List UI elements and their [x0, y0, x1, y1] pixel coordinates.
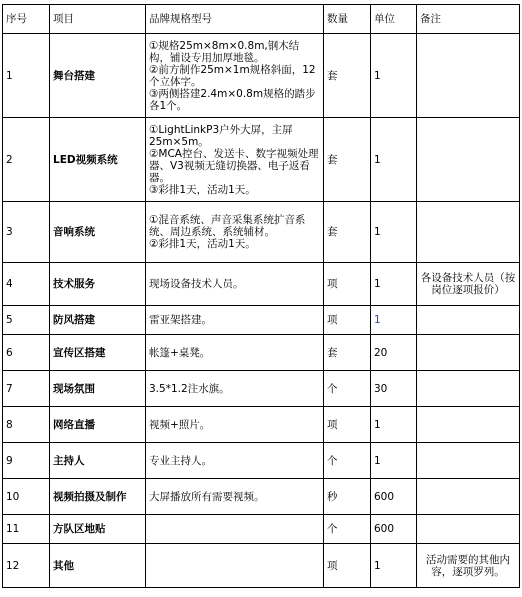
spec-line: 帐篷+桌凳。 — [149, 346, 211, 359]
cell-qty: 套 — [324, 118, 371, 202]
cell-project: 宣传区搭建 — [50, 335, 146, 371]
cell-qty: 秒 — [324, 479, 371, 515]
cell-qty: 个 — [324, 443, 371, 479]
table-row — [3, 515, 520, 544]
header-qty: 数量 — [324, 5, 371, 34]
table-row — [3, 306, 520, 335]
cell-unit: 1 — [371, 306, 417, 335]
cell-seq: 8 — [3, 407, 50, 443]
cell-seq: 12 — [3, 544, 50, 588]
cell-seq: 10 — [3, 479, 50, 515]
cell-project: 视频拍摄及制作 — [50, 479, 146, 515]
cell-unit: 1 — [371, 34, 417, 118]
cell-note — [417, 306, 520, 335]
cell-project: 主持人 — [50, 443, 146, 479]
spec-line: ①LightLinkP3户外大屏，主屏25m×5m。 — [149, 123, 293, 148]
spec-line: ②前方制作25m×1m规格斜面，12个立体字。 — [149, 63, 316, 88]
table-row — [3, 544, 520, 588]
cell-qty: 套 — [324, 202, 371, 263]
cell-note: 活动需要的其他内容，逐项罗列。 — [417, 544, 520, 588]
cell-unit: 1 — [371, 202, 417, 263]
table-row — [3, 443, 520, 479]
cell-spec — [146, 335, 324, 371]
cell-unit: 1 — [371, 263, 417, 306]
cell-note — [417, 118, 520, 202]
cell-note — [417, 515, 520, 544]
cell-project: 音响系统 — [50, 202, 146, 263]
cell-seq: 2 — [3, 118, 50, 202]
cell-qty: 项 — [324, 407, 371, 443]
table-body — [3, 34, 520, 588]
spec-line: 专业主持人。 — [149, 454, 212, 467]
cell-project: 其他 — [50, 544, 146, 588]
cell-unit: 1 — [371, 544, 417, 588]
cell-note — [417, 479, 520, 515]
cell-qty: 个 — [324, 371, 371, 407]
cell-qty: 套 — [324, 335, 371, 371]
table-row — [3, 479, 520, 515]
cell-spec — [146, 263, 324, 306]
cell-seq: 5 — [3, 306, 50, 335]
cell-note — [417, 34, 520, 118]
table-row — [3, 118, 520, 202]
header-note: 备注 — [417, 5, 520, 34]
cell-project: 网络直播 — [50, 407, 146, 443]
cell-unit: 600 — [371, 515, 417, 544]
spec-line: ②彩排1天，活动1天。 — [149, 238, 256, 250]
spec-line: ③彩排1天，活动1天。 — [149, 183, 256, 196]
cell-qty: 项 — [324, 263, 371, 306]
header-project: 项目 — [50, 5, 146, 34]
spec-line: 雷亚架搭建。 — [149, 314, 212, 326]
header-spec: 品牌规格型号 — [146, 5, 324, 34]
table-row — [3, 335, 520, 371]
table-row — [3, 34, 520, 118]
cell-qty: 项 — [324, 306, 371, 335]
spec-line: 现场设备技术人员。 — [149, 278, 244, 290]
cell-spec — [146, 202, 324, 263]
cell-unit: 1 — [371, 443, 417, 479]
cell-note — [417, 407, 520, 443]
table-row — [3, 371, 520, 407]
cell-spec — [146, 443, 324, 479]
cell-project: LED视频系统 — [50, 118, 146, 202]
cell-spec — [146, 479, 324, 515]
header-unit: 单位 — [371, 5, 417, 34]
cell-unit: 1 — [371, 118, 417, 202]
cell-unit: 600 — [371, 479, 417, 515]
spec-line: 大屏播放所有需要视频。 — [149, 490, 265, 503]
cell-project: 防风搭建 — [50, 306, 146, 335]
header-seq: 序号 — [3, 5, 50, 34]
cell-spec — [146, 34, 324, 118]
cell-qty: 个 — [324, 515, 371, 544]
cell-project: 方队区地贴 — [50, 515, 146, 544]
cell-note — [417, 443, 520, 479]
table-row — [3, 263, 520, 306]
cell-spec — [146, 118, 324, 202]
cell-qty: 项 — [324, 544, 371, 588]
spec-line: ①规格25m×8m×0.8m,钢木结构，铺设专用加厚地毯。 — [149, 39, 300, 64]
cell-spec — [146, 371, 324, 407]
cell-spec — [146, 544, 324, 588]
cell-spec — [146, 515, 324, 544]
cell-note — [417, 335, 520, 371]
spec-line: 3.5*1.2注水旗。 — [149, 382, 230, 395]
cell-qty: 套 — [324, 34, 371, 118]
cell-unit: 20 — [371, 335, 417, 371]
cell-seq: 4 — [3, 263, 50, 306]
cell-seq: 3 — [3, 202, 50, 263]
cell-project: 技术服务 — [50, 263, 146, 306]
cell-seq: 1 — [3, 34, 50, 118]
header-row — [3, 5, 520, 34]
cell-note — [417, 202, 520, 263]
cell-unit: 30 — [371, 371, 417, 407]
quotation-table — [2, 4, 520, 588]
table-row — [3, 407, 520, 443]
cell-note — [417, 371, 520, 407]
cell-seq: 6 — [3, 335, 50, 371]
spec-line: ②MCA控台、发送卡、数字视频处理器、V3视频无缝切换器、电子返看器。 — [149, 147, 319, 184]
spec-line: ①混音系统、声音采集系统扩音系统、周边系统、系统辅材。 — [149, 214, 306, 238]
cell-seq: 9 — [3, 443, 50, 479]
cell-note: 各设备技术人员（按岗位逐项报价） — [417, 263, 520, 306]
spec-line: ③两侧搭建2.4m×0.8m规格的踏步各1个。 — [149, 87, 316, 112]
cell-unit: 1 — [371, 407, 417, 443]
cell-seq: 11 — [3, 515, 50, 544]
cell-seq: 7 — [3, 371, 50, 407]
spec-line: 视频+照片。 — [149, 418, 211, 431]
cell-spec — [146, 306, 324, 335]
cell-project: 现场氛围 — [50, 371, 146, 407]
cell-spec — [146, 407, 324, 443]
cell-project: 舞台搭建 — [50, 34, 146, 118]
table-row — [3, 202, 520, 263]
